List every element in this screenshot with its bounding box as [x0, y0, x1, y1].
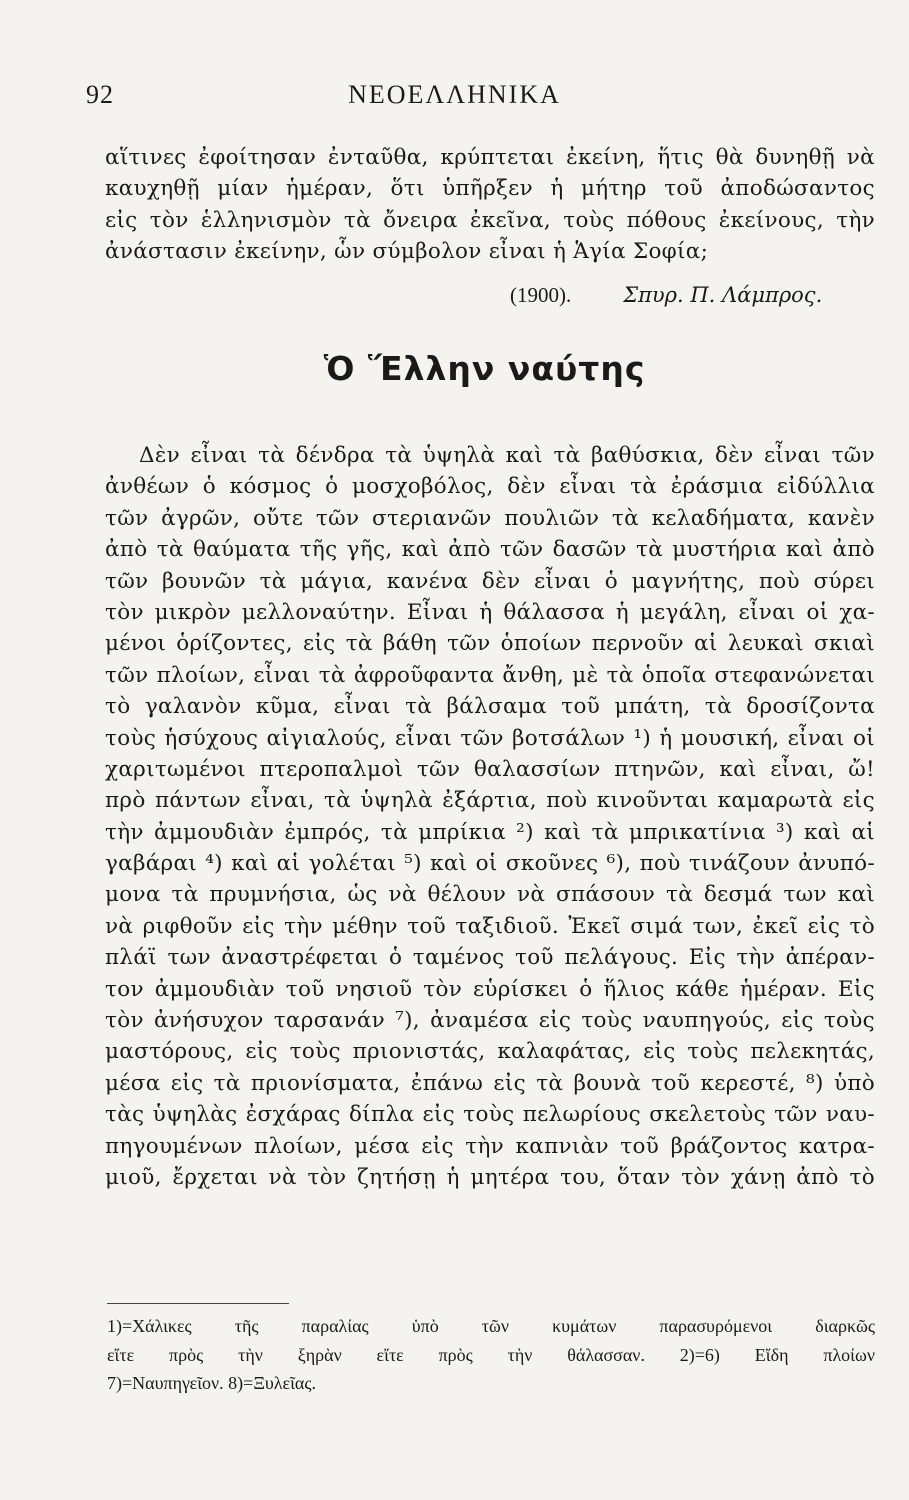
footnote-line: 7)=Ναυπηγεῖον. 8)=Ξυλεῖας. [107, 1373, 316, 1393]
section-body-text [105, 440, 875, 1193]
text-line: μένοι ὁρίζοντες, εἰς τὰ βάθη τῶν ὁποίων περνοῦν αἱ λευκαὶ σκιαὶ [105, 631, 875, 657]
text-line: τὴν ἀμμουδιὰν ἐμπρός, τὰ μπρίκια ²) καὶ τὰ μπρικατίνια ³) καὶ αἱ [105, 819, 875, 845]
text-line: τοὺς ἡσύχους αἰγιαλούς, εἶναι τῶν βοτσάλων ¹) ἡ μουσική, εἶναι οἱ [105, 725, 875, 751]
signature [510, 283, 865, 308]
text-line: τὸ γαλανὸν κῦμα, εἶναι τὰ βάλσαμα τοῦ μπάτη, τὰ δροσίζοντα [105, 694, 875, 720]
previous-piece-text [105, 142, 875, 268]
text-line: ἀπὸ τὰ θαύματα τῆς γῆς, καὶ ἀπὸ τῶν δασῶν τὰ μυστήρια καὶ ἀπὸ [105, 537, 875, 563]
footnotes [107, 1312, 875, 1398]
signature-year: (1900). [510, 283, 572, 307]
text-line: μιοῦ, ἔρχεται νὰ τὸν ζητήσῃ ἡ μητέρα του, ὅταν τὸν χάνῃ ἀπὸ τὸ [105, 1164, 875, 1190]
text-line: τὸν ἀνήσυχον ταρσανάν ⁷), ἀναμέσα εἰς τοὺς ναυπηγούς, εἰς τοὺς [105, 1008, 875, 1034]
text-line: πηγουμένων πλοίων, μέσα εἰς τὴν καπνιὰν τοῦ βράζοντος κατρα- [105, 1133, 875, 1159]
text-line: ἀνάστασιν ἐκείνην, ὧν σύμβολον εἶναι ἡ Ἁγία Σοφία; [105, 239, 709, 265]
text-line: ἀνθέων ὁ κόσμος ὁ μοσχοβόλος, δὲν εἶναι τὰ ἐράσμια εἰδύλλια [105, 474, 875, 500]
section-title: Ὁ Ἕλλην ναύτης [323, 349, 646, 388]
running-head: ΝΕΟΕΛΛΗΝΙΚΑ [348, 80, 561, 109]
text-line: νὰ ριφθοῦν εἰς τὴν μέθην τοῦ ταξιδιοῦ. Ἐκεῖ σιμά των, ἐκεῖ εἰς τὸ [105, 913, 875, 939]
text-line: εἰς τὸν ἑλληνισμὸν τὰ ὄνειρα ἐκεῖνα, τοὺς πόθους ἐκείνους, τὴν [105, 207, 875, 233]
text-line: καυχηθῇ μίαν ἡμέραν, ὅτι ὑπῆρξεν ἡ μήτηρ τοῦ ἀποδώσαντος [105, 176, 875, 202]
text-line: πρὸ πάντων εἶναι, τὰ ὑψηλὰ ἐξάρτια, ποὺ κινοῦνται καμαρωτὰ εἰς [105, 788, 875, 814]
text-line: τῶν βουνῶν τὰ μάγια, κανένα δὲν εἶναι ὁ μαγνήτης, ποὺ σύρει [105, 568, 875, 594]
text-line: μαστόρους, εἰς τοὺς πριονιστάς, καλαφάτας, εἰς τοὺς πελεκητάς, [105, 1039, 875, 1065]
text-line: πλάϊ των ἀναστρέφεται ὁ ταμένος τοῦ πελάγους. Εἰς τὴν ἀπέραν- [105, 945, 875, 971]
text-line: τῶν ἀγρῶν, οὔτε τῶν στεριανῶν πουλιῶν τὰ κελαδήματα, κανὲν [105, 505, 875, 531]
footnote-line: 1)=Χάλικες τῆς παραλίας ὑπὸ τῶν κυμάτων παρασυρόμενοι διαρκῶς [107, 1316, 875, 1336]
text-line: τον ἀμμουδιὰν τοῦ νησιοῦ τὸν εὑρίσκει ὁ ἥλιος κάθε ἡμέραν. Εἰς [105, 976, 875, 1002]
text-line: αἵτινες ἐφοίτησαν ἐνταῦθα, κρύπτεται ἐκείνη, ἥτις θὰ δυνηθῇ νὰ [105, 145, 875, 170]
text-line: τῶν πλοίων, εἶναι τὰ ἀφροῦφαντα ἄνθη, μὲ τὰ ὁποῖα στεφανώνεται [105, 662, 875, 688]
text-line: γαβάραι ⁴) καὶ αἱ γολέται ⁵) καὶ οἱ σκοῦνες ⁶), ποὺ τινάζουν ἀνυπό- [105, 851, 875, 877]
text-line: μονα τὰ πρυμνήσια, ὡς νὰ θέλουν νὰ σπάσουν τὰ δεσμά των καὶ [105, 882, 875, 908]
footnote-divider [107, 1303, 289, 1304]
signature-author: Σπυρ. Π. Λάμπρος. [623, 283, 823, 307]
text-line: Δὲν εἶναι τὰ δένδρα τὰ ὑψηλὰ καὶ τὰ βαθύσκια, δὲν εἶναι τῶν [139, 443, 875, 468]
text-line: τὸν μικρὸν μελλοναύτην. Εἶναι ἡ θάλασσα ἡ μεγάλη, εἶναι οἱ χα- [105, 599, 875, 625]
text-line: χαριτωμένοι πτεροπαλμοὶ τῶν θαλασσίων πτηνῶν, καὶ εἶναι, ὤ! [105, 756, 875, 782]
text-line: τὰς ὑψηλὰς ἐσχάρας δίπλα εἰς τοὺς πελωρίους σκελετοὺς τῶν ναυ- [105, 1102, 875, 1128]
footnote-line: εἴτε πρὸς τὴν ξηρὰν εἴτε πρὸς τὴν θάλασσαν. 2)=6) Εἴδη πλοίων [107, 1344, 875, 1365]
page-number: 92 [86, 80, 114, 109]
text-line: μέσα εἰς τὰ πριονίσματα, ἐπάνω εἰς τὰ βουνὰ τοῦ κερεστέ, ⁸) ὑπὸ [105, 1070, 875, 1096]
